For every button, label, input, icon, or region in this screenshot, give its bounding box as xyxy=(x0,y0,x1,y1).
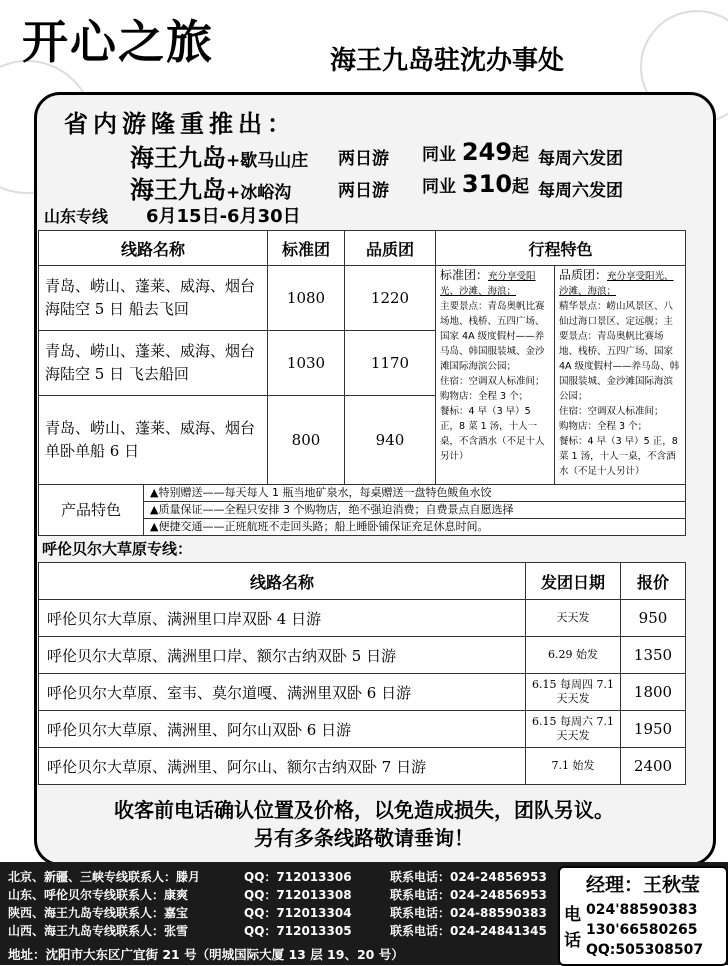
standard-price: 1080 xyxy=(268,266,345,331)
quality-price: 940 xyxy=(345,396,436,485)
col-features: 行程特色 xyxy=(436,231,686,266)
manager-qq: QQ:505308507 xyxy=(586,942,704,958)
col-date: 发团日期 xyxy=(526,563,621,600)
quality-price: 1220 xyxy=(345,266,436,331)
promo-schedule: 每周六发团 xyxy=(538,181,623,201)
table-row: 呼伦贝尔大草原、室韦、莫尔道嘎、满洲里双卧 6 日游 6.15 每周四 7.1 天天发 1800 xyxy=(39,674,686,711)
contact-row: 山西、海王九岛专线联系人：张雪 QQ：712013305 联系电话：024-24841345 xyxy=(8,924,547,938)
manager-title: 经理：王秋莹 xyxy=(585,874,700,896)
phone-label: 电话 xyxy=(564,905,581,951)
manager-box xyxy=(558,866,728,966)
contact-row: 山东、呼伦贝尔专线联系人：康爽 QQ：712013308 联系电话：024-24856953 xyxy=(8,888,547,902)
standard-features: 标准团：充分享受阳光、沙滩、海浪； 主要景点：青岛奥帆比赛场地、栈桥、五四广场、国家 4A 级度假村——养马岛、韩国服装城、金沙滩国际海滨公园； 住宿：空调双人标准间； 购物店：全程 3 个； 餐标：4 早（3 早）5 正，8 菜 1 汤，十人一桌，不含酒水（不足十人另计） xyxy=(436,266,555,485)
route-name: 青岛、崂山、蓬莱、威海、烟台单卧单船 6 日 xyxy=(39,396,268,485)
promo-extra: +冰峪沟 xyxy=(226,183,292,203)
feature-line: ▲便捷交通——正班航班不走回头路；船上睡卧铺保证充足休息时间。 xyxy=(144,519,686,536)
table-header-row xyxy=(39,231,686,266)
promo-price-1: 同业 249起 xyxy=(422,138,530,166)
promo-line-1 xyxy=(130,138,308,173)
standard-price: 1030 xyxy=(268,331,345,396)
table-row: 呼伦贝尔大草原、满洲里、阿尔山、额尔古纳双卧 7 日游 7.1 始发 2400 xyxy=(39,748,686,785)
address: 地址：沈阳市大东区广宜街 21 号（明城国际大厦 13 层 19、20 号） xyxy=(8,947,404,962)
shandong-dates: 6月15日-6月30日 xyxy=(146,206,301,227)
phone-2: 130'66580265 xyxy=(586,922,698,938)
shandong-table xyxy=(38,230,686,485)
product-features-label: 产品特色 xyxy=(39,485,144,536)
col-route: 线路名称 xyxy=(39,231,268,266)
notice-line-2: 另有多条线路敬请垂询！ xyxy=(254,826,474,850)
promo-price-2: 同业 310起 xyxy=(422,170,530,198)
product-features xyxy=(38,484,686,536)
phone-1: 024'88590383 xyxy=(586,902,698,918)
promo-schedule: 每周六发团 xyxy=(538,149,623,169)
col-route: 线路名称 xyxy=(39,563,526,600)
promo-dest: 海王九岛 xyxy=(130,176,226,204)
office-subtitle: 海王九岛驻沈办事处 xyxy=(330,46,565,76)
promo-line-2 xyxy=(130,170,291,205)
col-standard: 标准团 xyxy=(268,231,345,266)
promo-days: 两日游 xyxy=(338,181,389,201)
table-row: 呼伦贝尔大草原、满洲里口岸、额尔古纳双卧 5 日游 6.29 始发 1350 xyxy=(39,637,686,674)
manager-phones xyxy=(586,900,703,960)
table-row: 呼伦贝尔大草原、满洲里口岸双卧 4 日游 天天发 950 xyxy=(39,600,686,637)
table-row: 呼伦贝尔大草原、满洲里、阿尔山双卧 6 日游 6.15 每周六 7.1 天天发 1950 xyxy=(39,711,686,748)
brand-title: 开心之旅 xyxy=(22,15,214,69)
quality-features: 品质团：充分享受阳光、沙滩、海浪； 精华景点：崂山风景区、八仙过海口景区、定远舰；主要景点：青岛奥帆比赛场地、栈桥、五四广场、国家 4A 级度假村——养马岛、韩国服装城、金沙滩国际海滨公园； 住宿：空调双人标准间； 购物店：全程 3 个； 餐标：4 早（3 早）5 正，8 菜 1 汤，十人一桌，不含酒水（不足十人另计） xyxy=(555,266,686,485)
col-price: 报价 xyxy=(621,563,686,600)
notice-line-1: 收客前电话确认位置及价格，以免造成损失，团队另议。 xyxy=(114,798,614,822)
promo-heading: 省内游隆重推出： xyxy=(64,110,296,138)
route-name: 青岛、崂山、蓬莱、威海、烟台海陆空 5 日 飞去船回 xyxy=(39,331,268,396)
standard-price: 800 xyxy=(268,396,345,485)
table-row xyxy=(39,266,686,331)
feature-line: ▲质量保证——全程只安排 3 个购物店，绝不强迫消费；自费景点自愿选择 xyxy=(144,502,686,519)
promo-days: 两日游 xyxy=(338,149,389,169)
promo-extra: +歇马山庄 xyxy=(226,151,309,171)
contact-row: 陕西、海王九岛专线联系人：嘉宝 QQ：712013304 联系电话：024-88590383 xyxy=(8,906,547,920)
table-header-row xyxy=(39,563,686,600)
route-name: 青岛、崂山、蓬莱、威海、烟台海陆空 5 日 船去飞回 xyxy=(39,266,268,331)
hulunbuir-label: 呼伦贝尔大草原专线： xyxy=(42,540,193,558)
contact-row: 北京、新疆、三峡专线联系人：滕月 QQ：712013306 联系电话：024-24856953 xyxy=(8,870,547,884)
quality-price: 1170 xyxy=(345,331,436,396)
shandong-label: 山东专线 xyxy=(44,207,109,226)
hulunbuir-table xyxy=(38,562,686,785)
promo-dest: 海王九岛 xyxy=(130,144,226,172)
col-quality: 品质团 xyxy=(345,231,436,266)
feature-line: ▲特别赠送——每天每人 1 瓶当地矿泉水，每桌赠送一盘特色鲅鱼水饺 xyxy=(144,485,686,502)
